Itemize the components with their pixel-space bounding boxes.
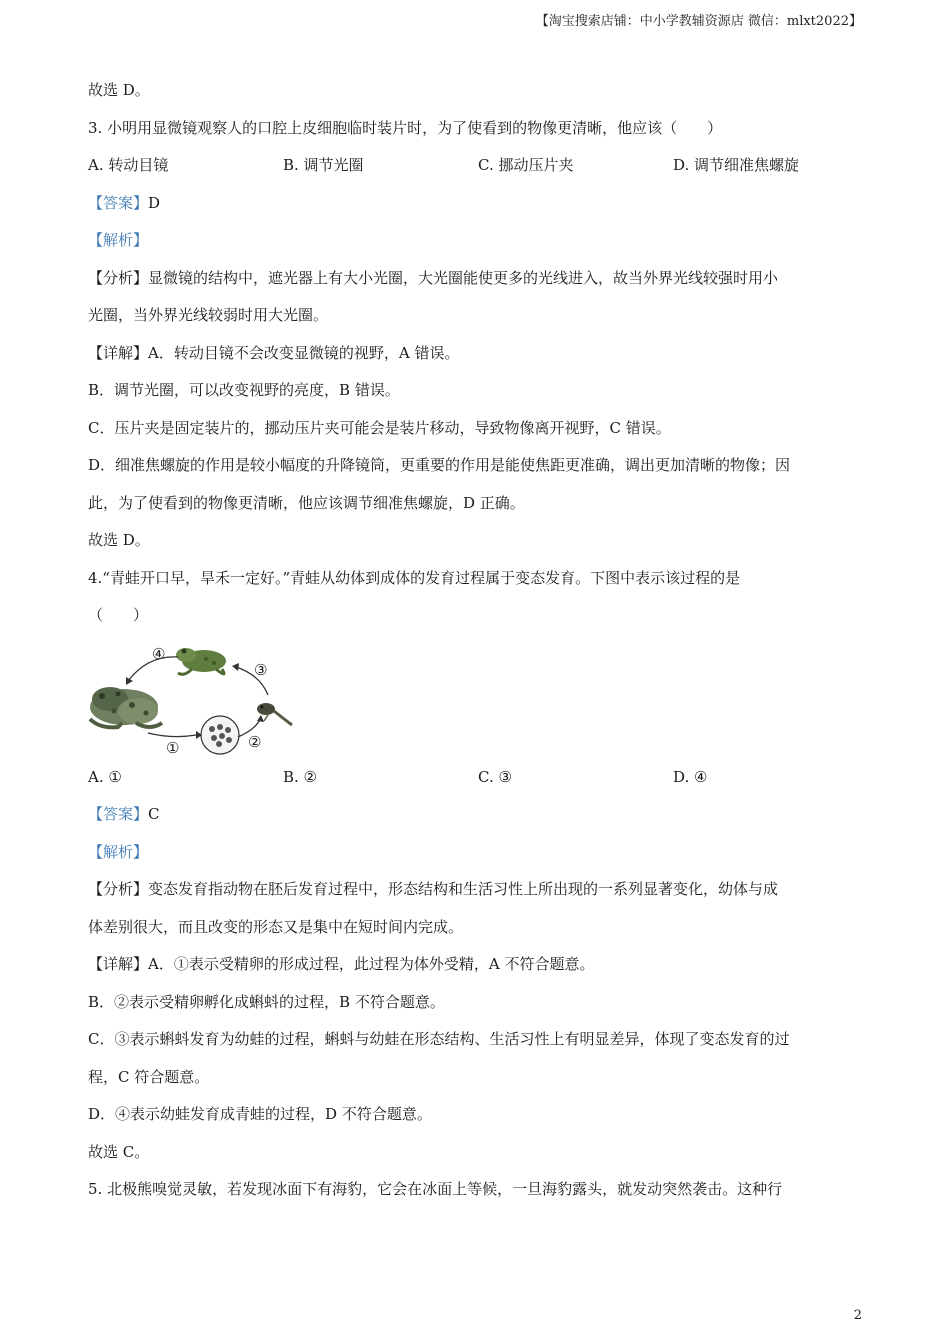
page-number: 2 [853,1308,862,1323]
q4-detail-c2: 程，C 符合题意。 [88,1067,210,1086]
q3-detail-a [88,341,868,365]
q4-detail-a-text: A．①表示受精卵的形成过程，此过程为体外受精，A 不符合题意。 [148,955,595,973]
figure-label-3: ③ [254,660,268,679]
q3-conclusion: 故选 D。 [88,531,150,549]
q4-detail-b: B．②表示受精卵孵化成蝌蚪的过程，B 不符合题意。 [88,992,445,1011]
q4-analysis-tag: 【解析】 [88,842,149,861]
frog-lifecycle-diagram [88,639,300,759]
prev-conclusion: 故选 D。 [88,81,150,99]
figure-label-1: ① [166,738,180,757]
young-frog-illustration [176,648,226,674]
document-body [88,78,868,1215]
frog-lifecycle-figure [88,639,300,759]
q3-detail-b: B．调节光圈，可以改变视野的亮度，B 错误。 [88,381,400,399]
q3-stem: 3. 小明用显微镜观察人的口腔上皮细胞临时装片时，为了使看到的物像更清晰，他应该（ ） [88,118,723,137]
q3-option-a: A. 转动目镜 [88,156,169,174]
q3-fenxi-text1: 显微镜的结构中，遮光器上有大小光圈，大光圈能使更多的光线进入，故当外界光线较强时用小 [148,268,779,287]
q4-options [88,765,868,789]
q4-option-a: A. ① [88,767,122,786]
frog-eggs-illustration [201,716,239,754]
q4-answer [88,802,868,826]
arrow-1 [148,733,196,737]
q3-answer-value: D [148,193,161,212]
q4-option-d: D. ④ [673,767,708,786]
q3-option-c: C. 挪动压片夹 [478,156,574,174]
q3-option-d: D. 调节细准焦螺旋 [673,156,800,174]
q4-detail-d: D．④表示幼蛙发育成青蛙的过程，D 不符合题意。 [88,1105,432,1123]
q4-fenxi-line1 [88,877,868,901]
q4-option-c: C. ③ [478,767,512,786]
adult-frog-pair-illustration [90,687,162,727]
q4-conclusion: 故选 C。 [88,1142,150,1161]
figure-label-4: ④ [152,644,166,663]
q3-detail-c: C．压片夹是固定装片的，挪动压片夹可能会是装片移动，导致物像离开视野，C 错误。 [88,418,671,437]
q4-detail-tag: 【详解】 [88,955,149,973]
q3-detail-d1: D．细准焦螺旋的作用是较小幅度的升降镜筒，更重要的作用是能使焦距更准确，调出更加清晰的物像；因 [88,456,791,474]
q3-analysis-tag: 【解析】 [88,231,149,249]
q4-fenxi-text1: 变态发育指动物在胚后发育过程中，形态结构和生活习性上所出现的一系列显著变化，幼体与成 [148,880,779,898]
q3-detail-d2: 此，为了使看到的物像更清晰，他应该调节细准焦螺旋，D 正确。 [88,493,525,512]
q3-fenxi-line2: 光圈，当外界光线较弱时用大光圈。 [88,306,329,324]
q4-stem-line2: （ ） [88,606,149,624]
q3-answer-tag: 【答案】 [88,193,149,212]
q3-option-b: B. 调节光圈 [283,156,364,174]
q3-options [88,153,868,177]
q5-stem-line1: 5. 北极熊嗅觉灵敏，若发现冰面下有海豹，它会在冰面上等候，一旦海豹露头，就发动突然袭击。这种行 [88,1180,783,1198]
q3-fenxi-line1 [88,266,868,290]
figure-label-2: ② [248,732,262,751]
q4-stem-line1: 4.“青蛙开口早，旱禾一定好。”青蛙从幼体到成体的发育过程属于变态发育。下图中表示该过程的是 [88,568,741,587]
q4-fenxi-tag: 【分析】 [88,880,149,898]
q3-fenxi-tag: 【分析】 [88,268,149,287]
q3-detail-a-text: A．转动目镜不会改变显微镜的视野，A 错误。 [148,343,460,362]
q4-answer-tag: 【答案】 [88,805,149,823]
header-shop-note: 【淘宝搜索店铺：中小学教辅资源店 微信：mlxt2022】 [535,14,862,29]
q3-answer [88,191,868,215]
q4-fenxi-line2: 体差别很大，而且改变的形态又是集中在短时间内完成。 [88,917,464,936]
q3-detail-tag: 【详解】 [88,343,149,362]
q4-answer-value: C [148,805,160,823]
q4-option-b: B. ② [283,767,318,786]
q4-detail-a [88,952,868,976]
q4-detail-c1: C．③表示蝌蚪发育为幼蛙的过程，蝌蚪与幼蛙在形态结构、生活习性上有明显差异，体现了变态发育的过 [88,1030,790,1048]
